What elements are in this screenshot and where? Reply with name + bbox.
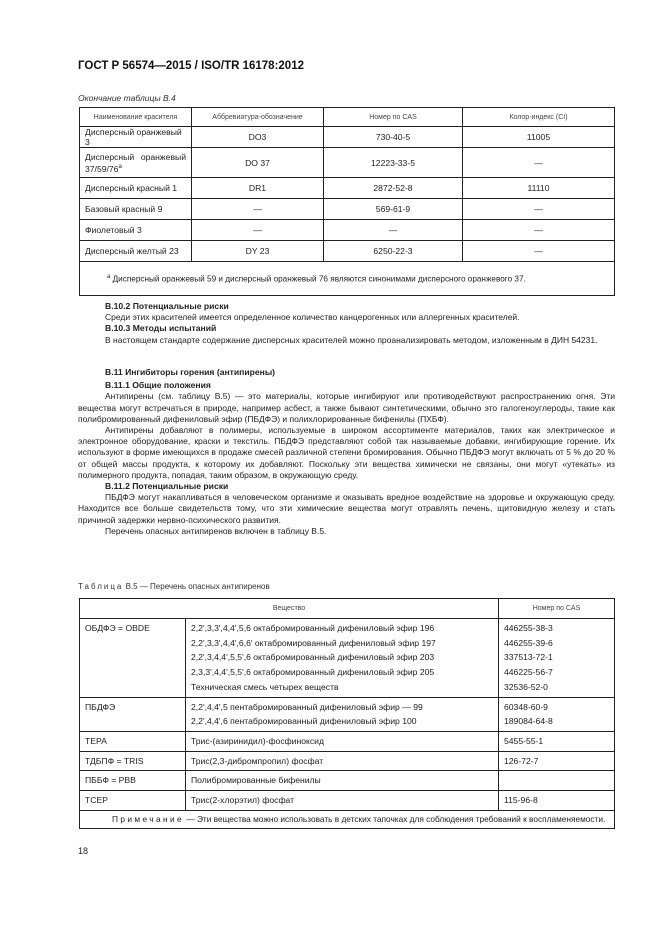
- caption-label: Таблица: [78, 582, 124, 591]
- heading-b11: В.11 Ингибиторы горения (антипирены): [105, 367, 276, 377]
- dye-abbr: DO3: [192, 127, 324, 148]
- substances: [186, 697, 499, 731]
- dye-cas: 569-61-9: [324, 199, 463, 220]
- dye-cas: 2872-52-8: [324, 178, 463, 199]
- table-header-row: [80, 108, 615, 127]
- substance: Трис(2,3-дибромпропил) фосфат: [186, 751, 499, 771]
- column-header: Номер по CAS: [324, 108, 463, 127]
- cas: 60348-60-9: [504, 701, 548, 712]
- paragraph: Перечень опасных антипиренов включен в таблицу В.5.: [105, 525, 327, 536]
- dye-cas: 12223-33-5: [324, 148, 463, 178]
- dye-abbr: DY 23: [192, 241, 324, 262]
- table-row: [80, 127, 615, 148]
- caption-text: В.5 — Перечень опасных антипиренов: [123, 582, 270, 591]
- substance: 2,2',4,4',5 пентабромированный дифениловый эфир — 99: [191, 701, 423, 712]
- substance: 2,2',3,3',4,4',5,6 октабромированный дифениловый эфир 196: [191, 623, 435, 633]
- substance: 2,2',3,3',4,4',6,6' октабромированный дифениловый эфир 197: [191, 637, 436, 648]
- substance: 2,2',4,4',6 пентабромированный дифениловый эфир 100: [191, 716, 417, 727]
- table-row: [80, 220, 615, 241]
- paragraph: В настоящем стандарте содержание дисперсных красителей можно проанализировать методом, изложенным в ДИН 54231.: [105, 334, 598, 345]
- abbr: TEPA: [80, 731, 186, 751]
- heading-b10-2: В.10.2 Потенциальные риски: [105, 301, 229, 311]
- dye-name: Дисперсный желтый 23: [80, 241, 192, 262]
- dye-abbr: DR1: [192, 178, 324, 199]
- substance: Полибромированные бифенилы: [186, 771, 499, 791]
- dye-cas: 6250-22-3: [324, 241, 463, 262]
- dye-ci: —: [463, 199, 615, 220]
- cas-numbers: [499, 697, 615, 731]
- column-header: Номер по CAS: [499, 599, 615, 619]
- cas: 115-96-8: [499, 791, 615, 811]
- cas: 446225-56-7: [504, 667, 553, 678]
- table-footnote: [80, 262, 615, 296]
- note-label: Примечание: [112, 813, 185, 824]
- dye-ci: 11005: [463, 127, 615, 148]
- dye-name: Базовый красный 9: [80, 199, 192, 220]
- table-header-row: [80, 599, 615, 619]
- dye-name: Дисперсный оранжевый 3: [80, 127, 192, 148]
- dye-ci: —: [463, 241, 615, 262]
- abbr: ОБДФЭ = OBDE: [80, 619, 186, 698]
- table-b5: [79, 598, 615, 829]
- table-row: [80, 241, 615, 262]
- column-header: Колор-индекс (CI): [463, 108, 615, 127]
- cas: 337513-72-1: [504, 652, 553, 663]
- dye-ci: 11110: [463, 178, 615, 199]
- abbr: ПБДФЭ: [80, 697, 186, 731]
- dye-cas: —: [324, 220, 463, 241]
- cas: 5455-55-1: [499, 731, 615, 751]
- dye-ci: —: [463, 220, 615, 241]
- cas: 446255-38-3: [504, 623, 553, 633]
- dye-ci: —: [463, 148, 615, 178]
- footnote-mark: a: [107, 274, 111, 281]
- dye-abbr: DO 37: [192, 148, 324, 178]
- paragraph: Антипирены добавляют в полимеры, используемые в широком ассортименте материалов, таких как электрическое и электронное оборудование, краски и текстиль. ПБДФЭ представляют собой так называемые добавки, ингибирующие горение. Их используют в форме имеющихся в продаже смесей различной степени бромирования. Обычно ПБДФЭ могут включать от 5 % до 20 % от общей массы продукта, к которому их добавляют. Поскольку эти вещества химически не связаны, они могут «утекать» из полимерного продукта, попадая, таким образом, в окружающую среду.: [78, 425, 615, 480]
- footnote-ref: a: [118, 163, 122, 170]
- substance: Трис(2-хлорэтил) фосфат: [186, 791, 499, 811]
- dye-name: Дисперсный оранжевый 37/59/76: [85, 151, 186, 174]
- paragraph: Среди этих красителей имеется определенное количество канцерогенных или аллергенных красителей.: [105, 312, 520, 323]
- table-row: [80, 148, 615, 178]
- abbr: TCEP: [80, 791, 186, 811]
- abbr: ПББФ = PBB: [80, 771, 186, 791]
- abbr: ТДБПФ = TRIS: [80, 751, 186, 771]
- heading-b11-2: В.11.2 Потенциальные риски: [105, 481, 229, 492]
- footnote-text: Дисперсный оранжевый 59 и дисперсный оранжевый 76 являются синонимами дисперсного оранжевого 37.: [110, 274, 526, 284]
- table-note-row: [80, 810, 615, 828]
- page-number: 18: [78, 846, 89, 856]
- section-b10: [78, 301, 615, 346]
- table-row: [80, 751, 615, 771]
- dye-name: Фиолетовый 3: [80, 220, 192, 241]
- section-b11: [78, 367, 615, 537]
- dye-name: Дисперсный красный 1: [80, 178, 192, 199]
- table-note: [80, 810, 615, 828]
- column-header: Наименование красителя: [80, 108, 192, 127]
- note-text: — Эти вещества можно использовать в детских тапочках для соблюдения требований к воспламеняемости.: [184, 813, 606, 824]
- paragraph: ПБДФЭ могут накапливаться в человеческом организме и оказывать вредное воздействие на здоровье и окружающую среду. Находится все больше свидетельств тому, что эти химические вещества могут отравлять печень, щитовидную железу и стать причиной задержки нервно-психического развития.: [78, 492, 615, 525]
- table-row: [80, 791, 615, 811]
- table-b4: [79, 107, 615, 296]
- dye-abbr: —: [192, 199, 324, 220]
- table-row: [80, 178, 615, 199]
- table-footnote-row: [80, 262, 615, 296]
- dye-name-cell: [80, 148, 192, 178]
- substance: 2,3,3',4,4',5,5',6 октабромированный дифениловый эфир 205: [191, 667, 435, 678]
- cas: 32536-52-0: [504, 681, 548, 692]
- document-header: ГОСТ Р 56574—2015 / ISO/TR 16178:2012: [78, 60, 304, 72]
- table-row: [80, 199, 615, 220]
- table-row: [80, 619, 615, 698]
- paragraph: Антипирены (см. таблицу В.5) — это материалы, которые ингибируют или противодействуют распространению огня. Эти вещества могут встречаться в природе, например асбест, а также бывают синтетическими, обычно это галогеноуглероды, такие как полибромированный дифениловый эфир (ПБДФЭ) и полихлорированные бифенилы (ПХБФ).: [78, 391, 615, 424]
- table-row: [80, 731, 615, 751]
- cas: 446255-39-6: [504, 637, 553, 648]
- table-row: [80, 771, 615, 791]
- table-b4-caption: Окончание таблицы В.4: [78, 93, 176, 103]
- cas: 189084-64-8: [504, 716, 553, 727]
- cas: 126-72-7: [499, 751, 615, 771]
- cas: [499, 771, 615, 791]
- heading-b10-3: В.10.3 Методы испытаний: [105, 323, 217, 334]
- table-row: [80, 697, 615, 731]
- heading-b11-1: В.11.1 Общие положения: [105, 380, 211, 391]
- column-header: Вещество: [80, 599, 499, 619]
- table-b5-caption: [78, 582, 270, 591]
- dye-abbr: —: [192, 220, 324, 241]
- substances: [186, 619, 499, 698]
- substance: 2,2',3,4,4',5,5',6 октабромированный дифениловый эфир 203: [191, 652, 435, 663]
- column-header: Аббревиатура-обозначение: [192, 108, 324, 127]
- substance: Техническая смесь четырех веществ: [191, 681, 339, 692]
- cas-numbers: [499, 619, 615, 698]
- dye-cas: 730-40-5: [324, 127, 463, 148]
- substance: Трис-(азиринидил)-фосфиноксид: [186, 731, 499, 751]
